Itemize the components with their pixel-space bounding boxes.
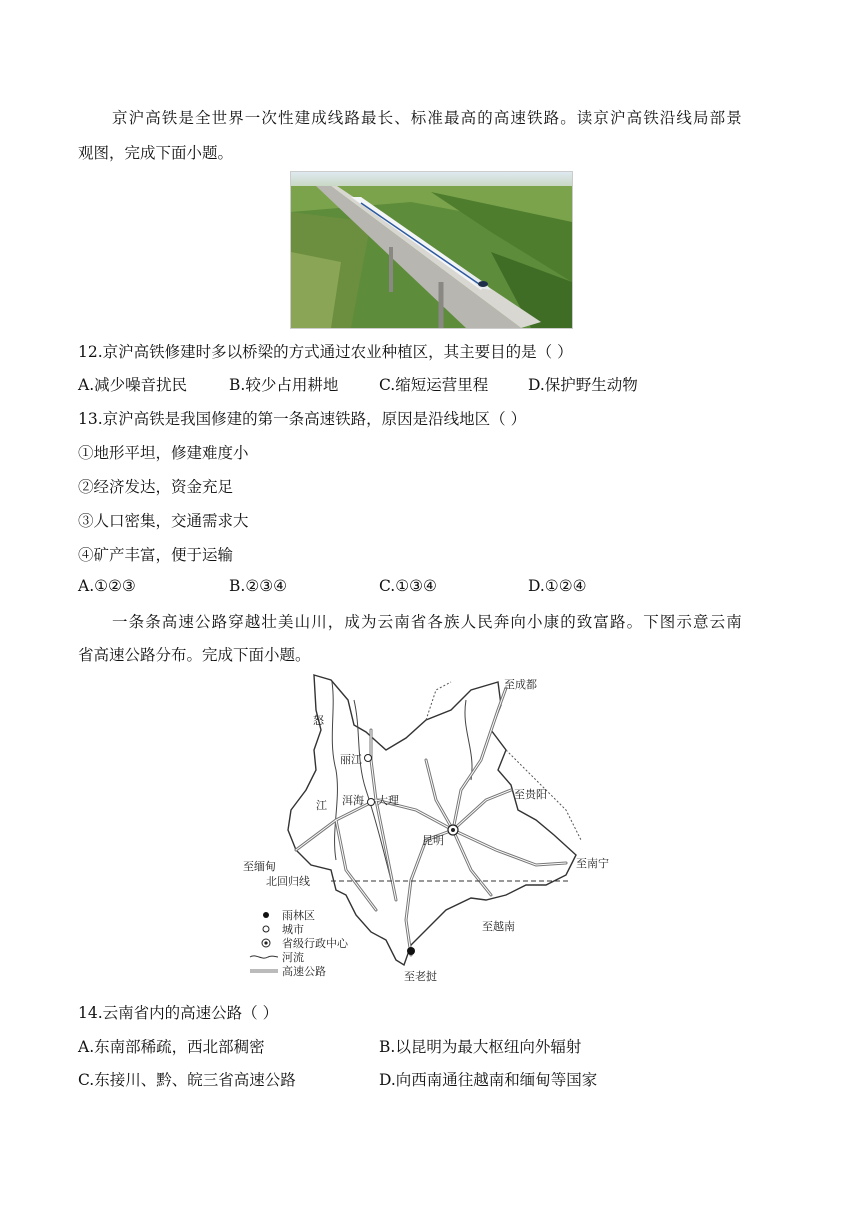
question-12-option-c: C.缩短运营里程 bbox=[379, 376, 489, 394]
yunnan-highway-map bbox=[236, 670, 626, 990]
label-to-nanning: 至南宁 bbox=[576, 857, 609, 870]
label-tropic-of-cancer: 北回归线 bbox=[266, 875, 310, 888]
legend-city: 城市 bbox=[282, 923, 304, 936]
label-to-vietnam: 至越南 bbox=[482, 920, 515, 933]
question-13-item-4: ④矿产丰富，便于运输 bbox=[78, 546, 234, 564]
question-13-stem: 13.京沪高铁是我国修建的第一条高速铁路，原因是沿线地区（ ） bbox=[78, 410, 527, 428]
question-13-option-c: C.①③④ bbox=[379, 577, 437, 595]
question-14-option-a: A.东南部稀疏，西北部稠密 bbox=[78, 1038, 265, 1056]
intro-paragraph-2-line-1: 一条条高速公路穿越壮美山川，成为云南省各族人民奔向小康的致富路。下图示意云南 bbox=[112, 613, 743, 631]
question-13-item-2: ②经济发达，资金充足 bbox=[78, 478, 234, 496]
intro-paragraph-1-line-2: 观图，完成下面小题。 bbox=[78, 144, 234, 162]
label-to-myanmar: 至缅甸 bbox=[243, 860, 276, 873]
label-kunming: 昆明 bbox=[422, 834, 444, 847]
label-to-guiyang: 至贵阳 bbox=[514, 788, 547, 801]
label-lijiang: 丽江 bbox=[340, 753, 362, 766]
legend-river: 河流 bbox=[282, 951, 304, 964]
label-river-nu: 怒 bbox=[313, 714, 324, 727]
question-13-option-a: A.①②③ bbox=[78, 577, 136, 595]
intro-paragraph-2-line-2: 省高速公路分布。完成下面小题。 bbox=[78, 646, 311, 664]
label-to-chengdu: 至成都 bbox=[504, 678, 537, 691]
label-erhai: 洱海 bbox=[342, 794, 364, 807]
intro-paragraph-1-line-1: 京沪高铁是全世界一次性建成线路最长、标准最高的高速铁路。读京沪高铁沿线局部景 bbox=[112, 109, 743, 127]
question-14-option-d: D.向西南通往越南和缅甸等国家 bbox=[379, 1071, 598, 1089]
legend-rainforest: 雨林区 bbox=[282, 909, 315, 922]
map-legend bbox=[250, 908, 349, 978]
legend-highway: 高速公路 bbox=[282, 965, 326, 978]
question-14-option-c: C.东接川、黔、皖三省高速公路 bbox=[78, 1071, 296, 1089]
question-12-stem: 12.京沪高铁修建时多以桥梁的方式通过农业种植区，其主要目的是（ ） bbox=[78, 343, 573, 361]
lijiang-marker bbox=[365, 755, 372, 762]
question-14-stem: 14.云南省内的高速公路（ ） bbox=[78, 1004, 279, 1022]
label-to-laos: 至老挝 bbox=[404, 970, 437, 983]
question-12-option-a: A.减少噪音扰民 bbox=[78, 376, 188, 394]
question-14-option-b: B.以昆明为最大枢纽向外辐射 bbox=[379, 1038, 582, 1056]
label-dali: 大理 bbox=[377, 794, 399, 807]
legend-provincial-capital: 省级行政中心 bbox=[282, 937, 348, 950]
high-speed-rail-photo bbox=[290, 171, 573, 329]
question-13-option-b: B.②③④ bbox=[229, 577, 288, 595]
question-12-option-b: B.较少占用耕地 bbox=[229, 376, 339, 394]
question-12-option-d: D.保护野生动物 bbox=[528, 376, 638, 394]
dali-marker bbox=[368, 799, 375, 806]
question-13-item-3: ③人口密集，交通需求大 bbox=[78, 512, 249, 530]
question-13-item-1: ①地形平坦，修建难度小 bbox=[78, 444, 249, 462]
question-13-option-d: D.①②④ bbox=[528, 577, 587, 595]
label-river-jiang: 江 bbox=[316, 799, 327, 812]
rainforest-marker bbox=[407, 947, 415, 955]
